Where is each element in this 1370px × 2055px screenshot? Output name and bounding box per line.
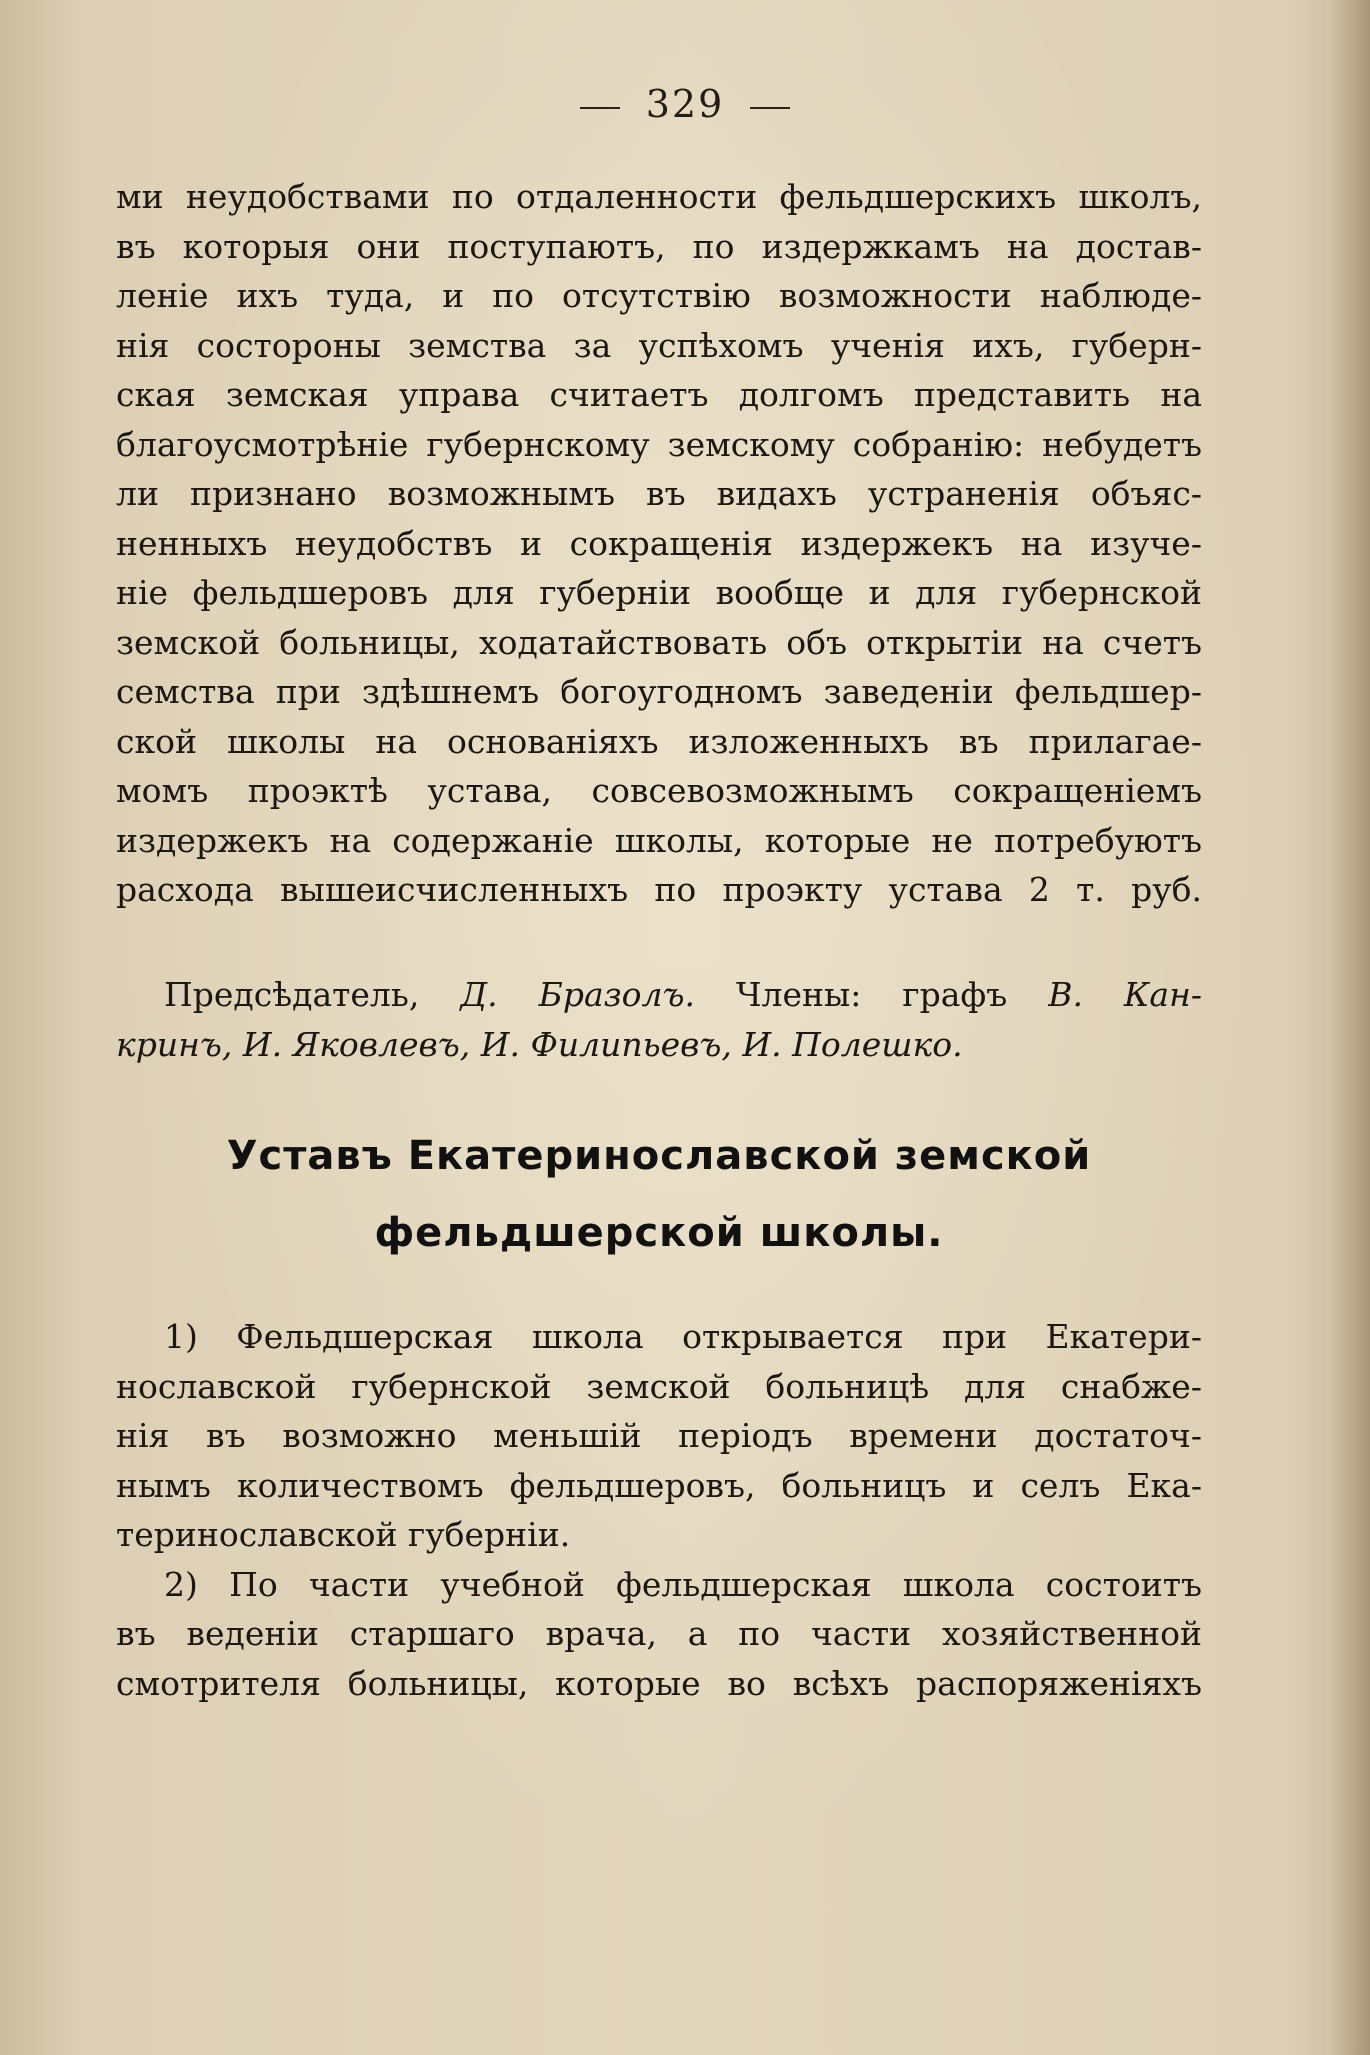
chairman-label: Предсѣдатель, xyxy=(164,975,420,1014)
text-line: въ веденіи старшаго врача, а по части хозяйственной xyxy=(116,1614,1202,1653)
text-line: въ которыя они поступаютъ, по издержкамъ на достав- xyxy=(116,226,1202,266)
right-dash xyxy=(750,107,790,109)
statute-articles xyxy=(116,1312,1202,1708)
text-line: ми неудобствами по отдаленности фельдшерскихъ школъ, xyxy=(116,177,1202,216)
page-number: 329 xyxy=(645,82,725,126)
text-line: 2) По части учебной фельдшерская школа состоитъ xyxy=(164,1564,1202,1604)
text-line: нымъ количествомъ фельдшеровъ, больницъ и селъ Ека- xyxy=(116,1465,1202,1505)
signatures-block xyxy=(116,970,1202,1069)
text-line: 1) Фельдшерская школа открывается при Екатери- xyxy=(164,1317,1202,1356)
chairman-name: Д. Бразолъ. xyxy=(460,975,695,1014)
paragraph-report-conclusion xyxy=(116,172,1202,915)
text-line: нославской губернской земской больницѣ для снабже- xyxy=(116,1366,1202,1406)
section-heading-line-1: Уставъ Екатеринославской земской xyxy=(226,1133,1092,1179)
text-line: момъ проэктѣ устава, совсевозможнымъ сокращеніемъ xyxy=(116,771,1202,810)
text-line: леніе ихъ туда, и по отсутствію возможности наблюде- xyxy=(116,276,1202,315)
text-line: ли признано возможнымъ въ видахъ устраненія объяс- xyxy=(116,474,1202,513)
member1-name-part2: кринъ, xyxy=(116,1024,233,1064)
text-line: семства при здѣшнемъ богоугодномъ заведеніи фельдшер- xyxy=(116,672,1202,711)
text-line: теринославской губерніи. xyxy=(116,1515,571,1554)
member1-name-part1: В. Кан- xyxy=(1048,975,1202,1014)
signatures-line-1 xyxy=(116,970,1202,1020)
text-line: издержекъ на содержаніе школы, которые не потребуютъ xyxy=(116,820,1202,860)
text-line: нія состороны земства за успѣхомъ ученія ихъ, губерн- xyxy=(116,325,1202,365)
members-label: Члены: графъ xyxy=(735,975,1008,1014)
text-line: ской школы на основаніяхъ изложенныхъ въ прилагае- xyxy=(116,721,1202,761)
text-line: расхода вышеисчисленныхъ по проэкту устава 2 т. руб. xyxy=(116,870,1202,909)
left-dash xyxy=(580,107,620,109)
text-line: смотрителя больницы, которые во всѣхъ распоряженіяхъ xyxy=(116,1663,1202,1703)
member3-name: И. Филипьевъ, xyxy=(480,1024,732,1064)
section-heading-line-2: фельдшерской школы. xyxy=(374,1210,944,1256)
text-line: ніе фельдшеровъ для губерніи вообще и для губернской xyxy=(116,573,1202,612)
text-line: благоусмотрѣніе губернскому земскому собранію: небудетъ xyxy=(116,424,1202,464)
text-line: нія въ возможно меньшій періодъ времени достаточ- xyxy=(116,1416,1202,1455)
text-line: ненныхъ неудобствъ и сокращенія издержекъ на изуче- xyxy=(116,523,1202,563)
signatures-line-2 xyxy=(116,1020,1202,1070)
page-number-header xyxy=(0,82,1370,126)
text-line: земской больницы, ходатайствовать объ открытіи на счетъ xyxy=(116,622,1202,662)
member2-name: И. Яковлевъ, xyxy=(242,1024,471,1064)
page-edge-shadow xyxy=(1330,0,1370,2055)
member4-name: И. Полешко. xyxy=(742,1024,963,1064)
text-line: ская земская управа считаетъ долгомъ представить на xyxy=(116,375,1202,414)
